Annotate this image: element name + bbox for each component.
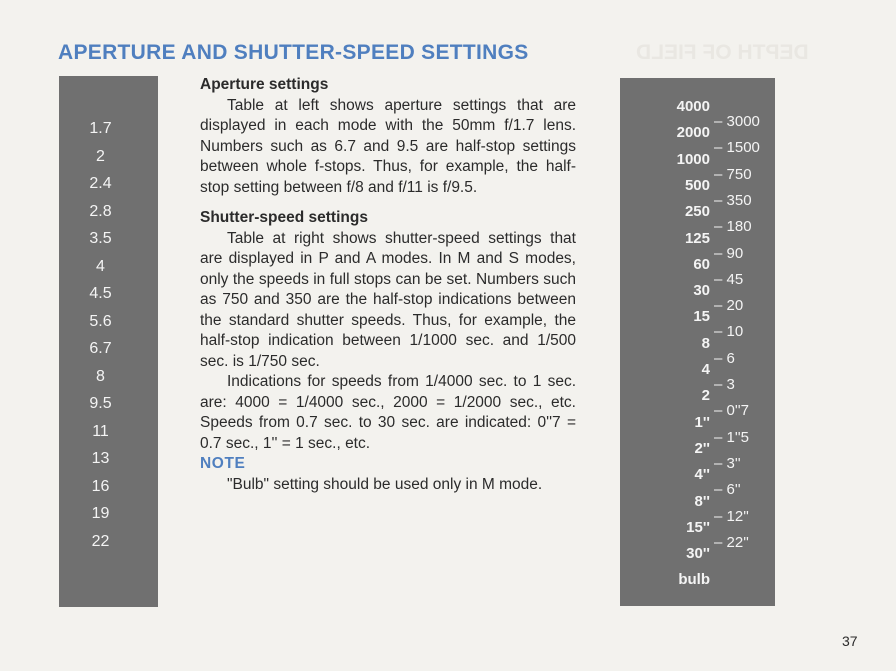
half-stop-value: – 180 bbox=[714, 218, 752, 236]
shutter-speed-value: 4'' bbox=[694, 466, 710, 484]
aperture-value: 3.5 bbox=[89, 230, 112, 247]
aperture-value: 2.4 bbox=[89, 175, 112, 192]
half-stop-value: – 1''5 bbox=[714, 428, 749, 446]
shutter-speed-value: 500 bbox=[684, 176, 710, 194]
aperture-value: 11 bbox=[92, 422, 109, 440]
shutter-heading: Shutter-speed settings bbox=[200, 209, 368, 226]
shutter-speed-value: 8 bbox=[701, 334, 710, 352]
half-stop-value: – 90 bbox=[714, 244, 744, 262]
shutter-speed-table bbox=[620, 78, 775, 606]
note-heading: NOTE bbox=[200, 455, 246, 472]
aperture-value: 4 bbox=[96, 257, 105, 275]
aperture-value: 6.7 bbox=[89, 340, 112, 357]
shutter-speed-value: 2000 bbox=[676, 124, 710, 142]
aperture-value: 19 bbox=[91, 505, 110, 522]
aperture-value: 22 bbox=[91, 532, 110, 550]
shutter-speed-value: 1000 bbox=[676, 150, 710, 168]
half-stop-value: – 20 bbox=[714, 297, 744, 315]
half-stop-value: – 3000 bbox=[714, 113, 760, 130]
half-stop-value: – 3 bbox=[714, 376, 735, 393]
half-stop-value: – 6'' bbox=[714, 481, 741, 499]
aperture-value: 9.5 bbox=[89, 395, 112, 412]
shutter-speed-value: 4000 bbox=[676, 98, 710, 115]
shutter-speed-value: 4 bbox=[701, 361, 710, 378]
shutter-speed-value: 250 bbox=[684, 203, 710, 221]
half-stop-value: – 0''7 bbox=[714, 402, 749, 420]
body-text bbox=[200, 75, 576, 495]
half-stop-value: – 45 bbox=[714, 270, 744, 288]
half-stop-value: – 12'' bbox=[714, 507, 749, 525]
aperture-value: 2.8 bbox=[89, 202, 112, 220]
shutter-speed-value: 8'' bbox=[694, 492, 710, 510]
aperture-value: 13 bbox=[91, 450, 110, 467]
shutter-paragraph-1: Table at right shows shutter-speed settings that are displayed in P and A modes. In M and S modes, only the speeds in full stops can be set. Numbers such as 750 and 350 are the half-stop indications between the standard shutter speeds. Thus, for example, the half-stop indication between 1/1000 sec. and 1/500 sec. is 1/750 sec. bbox=[200, 229, 576, 370]
aperture-value: 8 bbox=[96, 367, 105, 385]
note-paragraph: "Bulb" setting should be used only in M mode. bbox=[227, 475, 543, 493]
aperture-heading: Aperture settings bbox=[200, 76, 329, 93]
shutter-paragraph-2: Indications for speeds from 1/4000 sec. to 1 sec. are: 4000 = 1/4000 sec., 2000 = 1/2000 sec., etc. Speeds from 0.7 sec. to 30 sec. are indicated: 0''7 = 0.7 sec., 1'' = 1 sec., etc. bbox=[200, 373, 576, 452]
aperture-value: 16 bbox=[91, 477, 110, 495]
aperture-value: 4.5 bbox=[89, 285, 112, 302]
aperture-value: 2 bbox=[96, 147, 105, 165]
aperture-paragraph: Table at left shows aperture settings that are displayed in each mode with the 50mm f/1.7 lens. Numbers such as 6.7 and 9.5 are half-stop settings between whole f-stops. Thus, for example, the half-stop setting between f/8 and f/11 is f/9.5. bbox=[200, 96, 576, 196]
aperture-value: 1.7 bbox=[89, 120, 112, 137]
shutter-speed-value: 2 bbox=[701, 387, 710, 405]
show-through-text: DEPTH OF FIELD bbox=[636, 41, 809, 64]
shutter-speed-value: 30 bbox=[693, 282, 710, 300]
half-stop-value: – 22'' bbox=[714, 533, 749, 551]
half-stop-value: – 10 bbox=[714, 323, 744, 341]
shutter-speed-value: 30'' bbox=[686, 545, 710, 563]
shutter-speed-value: 15'' bbox=[686, 518, 710, 536]
shutter-speed-value: 1'' bbox=[694, 413, 710, 431]
half-stop-value: – 350 bbox=[714, 191, 752, 209]
shutter-speed-value: 60 bbox=[693, 255, 710, 273]
shutter-speed-value: 15 bbox=[693, 308, 710, 326]
half-stop-value: – 750 bbox=[714, 165, 752, 183]
aperture-value: 5.6 bbox=[89, 312, 112, 330]
shutter-speed-value: 125 bbox=[684, 229, 710, 247]
half-stop-value: – 1500 bbox=[714, 139, 760, 157]
shutter-speed-value: bulb bbox=[678, 571, 710, 589]
half-stop-value: – 3'' bbox=[714, 454, 741, 472]
shutter-speed-value: 2'' bbox=[694, 439, 710, 457]
page-number: 37 bbox=[842, 633, 858, 649]
aperture-table bbox=[59, 76, 158, 607]
half-stop-value: – 6 bbox=[714, 349, 735, 367]
page-title: APERTURE AND SHUTTER-SPEED SETTINGS bbox=[58, 41, 529, 64]
